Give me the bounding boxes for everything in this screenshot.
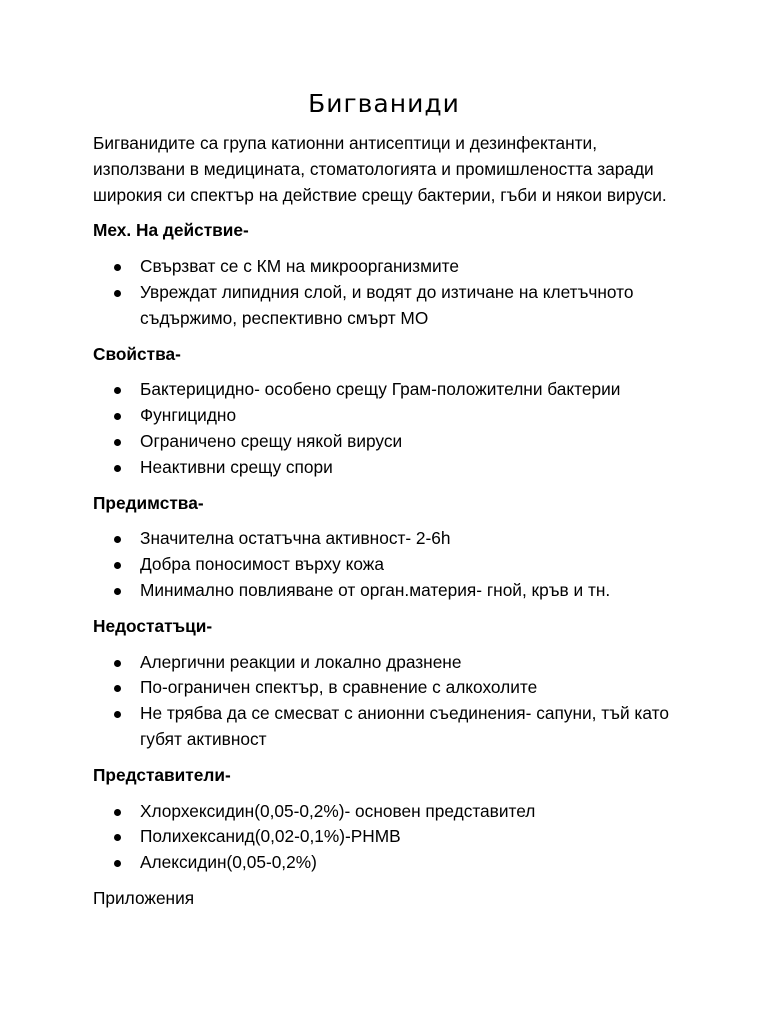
list-item	[93, 701, 683, 753]
bullet-icon	[114, 711, 121, 718]
bullet-icon	[114, 439, 121, 446]
bullet-icon	[114, 290, 121, 297]
list-item-text: Увреждат липидния слой, и водят до изтичане на клетъчното съдържимо, респективно смърт МО	[140, 281, 634, 328]
list-item-text: Свързват се с КМ на микроорганизмите	[140, 256, 459, 277]
list-item	[93, 824, 683, 850]
list-item-text: Неактивни срещу спори	[140, 456, 333, 477]
list-item	[93, 526, 683, 552]
list-item	[93, 254, 683, 280]
section-heading-advantages: Предимства-	[93, 492, 204, 513]
list-item-text: Значителна остатъчна активност- 2-6h	[140, 528, 451, 549]
bullet-list-advantages	[93, 526, 683, 603]
list-item-text: Алергични реакции и локално дразнене	[140, 651, 462, 672]
list-item	[93, 377, 683, 403]
list-item-text: Полихексанид(0,02-0,1%)-PHMB	[140, 826, 401, 847]
list-item-text: Хлорхексидин(0,05-0,2%)- основен представител	[140, 800, 536, 821]
list-item	[93, 650, 683, 676]
list-item	[93, 455, 683, 481]
list-item	[93, 799, 683, 825]
bullet-icon	[114, 860, 121, 867]
intro-paragraph: Бигванидите са група катионни антисептици и дезинфектанти, използвани в медицината, стоматологията и промишлеността заради широкия си спектър на действие срещу бактерии, гъби и някои вируси.	[93, 133, 667, 205]
applications-label: Приложения	[93, 887, 195, 908]
section-heading-representatives: Представители-	[93, 764, 231, 785]
document-body	[93, 131, 683, 912]
list-item-text: Бактерицидно- особено срещу Грам-положителни бактерии	[140, 379, 621, 400]
list-item	[93, 429, 683, 455]
bullet-icon	[114, 685, 121, 692]
list-item	[93, 578, 683, 604]
list-item	[93, 675, 683, 701]
bullet-icon	[114, 536, 121, 543]
bullet-icon	[114, 660, 121, 667]
list-item-text: Минимално повлияване от орган.материя- гной, кръв и тн.	[140, 579, 611, 600]
bullet-icon	[114, 413, 121, 420]
bullet-list-representatives	[93, 799, 683, 876]
bullet-list-mechanism	[93, 254, 683, 331]
list-item	[93, 403, 683, 429]
document-title: Бигваниди	[308, 89, 460, 118]
list-item-text: Ограничено срещу някой вируси	[140, 430, 403, 451]
list-item	[93, 850, 683, 876]
bullet-icon	[114, 264, 121, 271]
list-item-text: По-ограничен спектър, в сравнение с алкохолите	[140, 677, 538, 698]
bullet-icon	[114, 834, 121, 841]
list-item-text: Не трябва да се смесват с анионни съединения- сапуни, тъй като губят активност	[140, 703, 669, 749]
list-item-text: Добра поносимост върху кожа	[140, 554, 384, 575]
section-heading-properties: Свойства-	[93, 343, 181, 364]
section-heading-disadvantages: Недостатъци-	[93, 615, 213, 636]
bullet-list-properties	[93, 377, 683, 480]
bullet-icon	[114, 465, 121, 472]
bullet-icon	[114, 588, 121, 595]
section-heading-mechanism: Мех. На действие-	[93, 220, 249, 241]
bullet-list-disadvantages	[93, 650, 683, 753]
bullet-icon	[114, 809, 121, 816]
list-item	[93, 552, 683, 578]
list-item-text: Фунгицидно	[140, 405, 237, 426]
list-item-text: Алексидин(0,05-0,2%)	[140, 852, 317, 873]
list-item	[93, 280, 683, 332]
bullet-icon	[114, 562, 121, 569]
bullet-icon	[114, 387, 121, 394]
